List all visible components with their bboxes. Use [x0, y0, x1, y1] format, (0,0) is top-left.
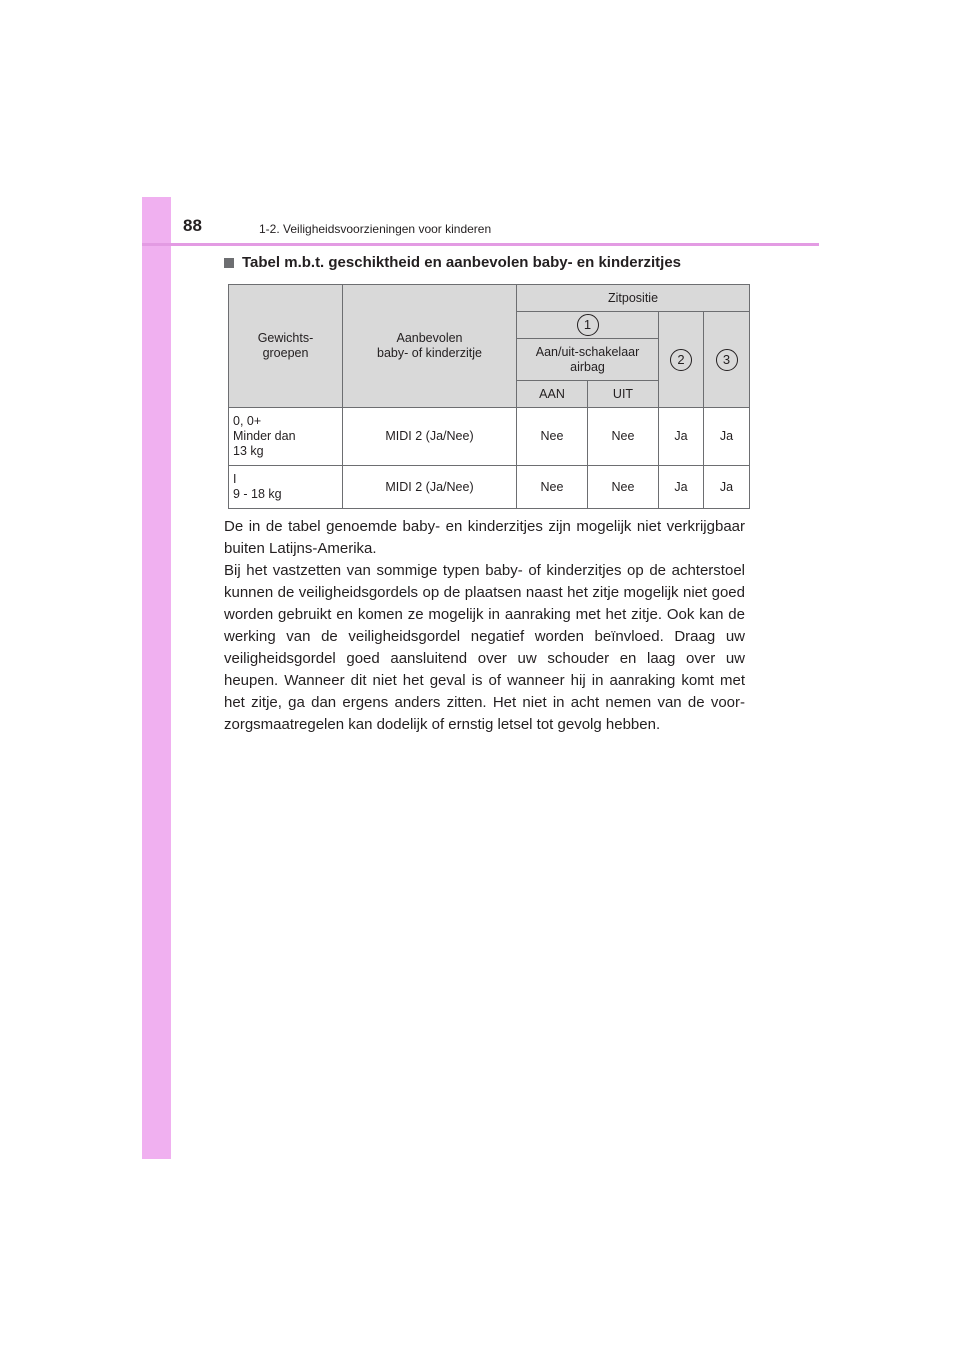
header-weight-groups: Gewichts- groepen: [229, 285, 343, 408]
header-recommended-seat: Aanbevolen baby- of kinderzitje: [343, 285, 517, 408]
seat-suitability-table: [228, 284, 750, 509]
header-airbag-switch: Aan/uit-schakelaar airbag: [517, 339, 659, 381]
cell-weight-group: 0, 0+ Minder dan 13 kg: [229, 408, 343, 466]
cell-off: Nee: [588, 466, 659, 509]
cell-weight-group: I 9 - 18 kg: [229, 466, 343, 509]
cell-position-2: Ja: [659, 466, 704, 509]
header-seating-position: Zitpositie: [517, 285, 750, 312]
table-heading-text: Tabel m.b.t. geschiktheid en aanbevolen baby- en kinderzitjes: [242, 254, 681, 271]
cell-off: Nee: [588, 408, 659, 466]
cell-position-3: Ja: [704, 466, 750, 509]
page-number: 88: [183, 216, 202, 235]
circled-number-1: 1: [577, 314, 599, 336]
square-bullet-icon: [224, 258, 234, 268]
header-position-1: [517, 312, 659, 339]
cell-seat: MIDI 2 (Ja/Nee): [343, 408, 517, 466]
circled-number-3: 3: [716, 349, 738, 371]
header-position-3: [704, 312, 750, 408]
table-heading: [224, 254, 681, 271]
paragraph-seatbelt-warning: Bij het vastzetten van sommige typen baby- of kinderzitjes op de achterstoel kunnen de veiligheidsgordels op de plaatsen naast het zitje mogelijk niet goed worden gebruikt en komen ze mogelijk in aanraking met het zitje. Ook kan de werking van de veiligheidsgordel negatief worden beïnvloed. Draag uw veiligheidsgordel goed aansluitend over uw schouder en laag over uw heupen. Wanneer dit niet het geval is of wanneer hij in aanraking komt met het zitje, ga dan ergens anders zitten. Het niet in acht nemen van de voor-zorgsmaatregelen kan dodelijk of ernstig letsel tot gevolg hebben.: [224, 562, 745, 733]
cell-seat: MIDI 2 (Ja/Nee): [343, 466, 517, 509]
cell-on: Nee: [517, 408, 588, 466]
cell-on: Nee: [517, 466, 588, 509]
paragraph-availability: De in de tabel genoemde baby- en kinderzitjes zijn mogelijk niet verkrijgbaar buiten Latijns-Amerika.: [224, 518, 745, 557]
header-off: UIT: [588, 381, 659, 408]
table-row: [229, 408, 750, 466]
section-title: 1-2. Veiligheidsvoorzieningen voor kinderen: [259, 222, 492, 236]
circled-number-2: 2: [670, 349, 692, 371]
header-on: AAN: [517, 381, 588, 408]
cell-position-2: Ja: [659, 408, 704, 466]
cell-position-3: Ja: [704, 408, 750, 466]
side-tab-band: [142, 197, 171, 1159]
header-rule: [142, 243, 819, 246]
table-row: [229, 466, 750, 509]
header-position-2: [659, 312, 704, 408]
